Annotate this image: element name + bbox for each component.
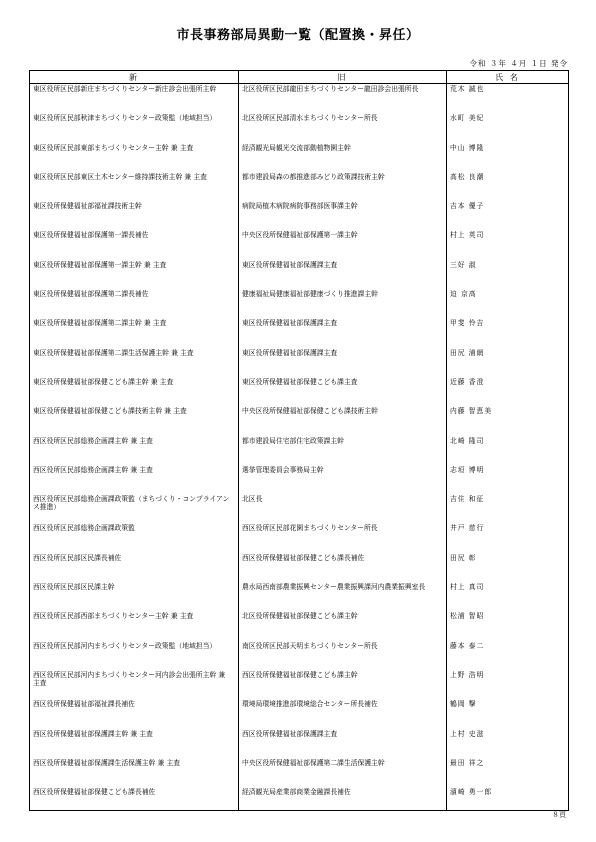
- person-name-cell: 近藤 香澄: [447, 377, 569, 406]
- old-position-cell: 西区役所区民部花園まちづくりセンター所長: [239, 523, 447, 552]
- new-position-cell: 西区役所区民部総務企画課主幹 兼 主査: [30, 436, 239, 465]
- new-position-cell: 東区役所保健福祉部保護第二課生活保護主幹 兼 主査: [30, 348, 239, 377]
- person-name-cell: 志垣 博明: [447, 465, 569, 494]
- table-row: [30, 201, 569, 230]
- new-position-cell: 西区役所保健福祉部保健こども課長補佐: [30, 787, 239, 811]
- person-name-cell: 中山 博隆: [447, 143, 569, 172]
- document-title: 市長事務部局異動一覧（配置換・昇任）: [176, 28, 420, 43]
- person-name-cell: 北崎 隆司: [447, 436, 569, 465]
- old-position-cell: 東区役所保健福祉部保健こども課主査: [239, 377, 447, 406]
- person-name-cell: 荒木 誠也: [447, 84, 569, 114]
- table-row: [30, 670, 569, 699]
- new-position-cell: 西区役所区民部総務企画課政策監: [30, 523, 239, 552]
- person-name-cell: 吉本 優子: [447, 201, 569, 230]
- new-position-cell: 東区役所保健福祉部保護第二課長補佐: [30, 289, 239, 318]
- issue-date: 令和 ３年 ４月 １日 発令: [469, 59, 568, 68]
- old-position-cell: 中央区役所保健福祉部保護第二課生活保護主幹: [239, 758, 447, 787]
- new-position-cell: 西区役所区民部西部まちづくりセンター主幹 兼 主査: [30, 611, 239, 640]
- page-number: ８頁: [552, 811, 566, 819]
- new-position-cell: 東区役所区民部東部まちづくりセンター主幹 兼 主査: [30, 143, 239, 172]
- person-name-cell: 藤本 泰二: [447, 641, 569, 670]
- table-row: [30, 260, 569, 289]
- old-position-cell: 北区役所区民部清水まちづくりセンター所長: [239, 113, 447, 142]
- old-position-cell: 東区役所保健福祉部保護課主査: [239, 318, 447, 347]
- old-position-cell: 東区役所保健福祉部保護課主査: [239, 260, 447, 289]
- old-position-cell: 東区役所保健福祉部保護課主査: [239, 348, 447, 377]
- person-name-cell: 三好 淑: [447, 260, 569, 289]
- table-row: [30, 758, 569, 787]
- table-row: [30, 787, 569, 811]
- new-position-cell: 東区役所保健福祉部保健こども課技術主幹 兼 主査: [30, 406, 239, 435]
- person-name-cell: 上野 浩明: [447, 670, 569, 699]
- old-position-cell: 農水局西南部農業振興センター農業振興課河内農業振興室長: [239, 582, 447, 611]
- person-name-cell: 吉住 和征: [447, 494, 569, 523]
- person-name-cell: 村上 真司: [447, 582, 569, 611]
- table-row: [30, 84, 569, 114]
- old-position-cell: 西区役所保健福祉部保護課主査: [239, 729, 447, 758]
- old-position-cell: 南区役所区民部天明まちづくりセンター所長: [239, 641, 447, 670]
- old-position-cell: 北区役所区民部龍田まちづくりセンター龍田診会出張所長: [239, 84, 447, 114]
- old-position-cell: 都市建設局森の都推進部みどり政策課技術主幹: [239, 172, 447, 201]
- old-position-cell: 選挙管理委員会事務局主幹: [239, 465, 447, 494]
- person-name-cell: 松浦 智昭: [447, 611, 569, 640]
- table-row: [30, 641, 569, 670]
- old-position-cell: 経済観光局観光交流部動植物園主幹: [239, 143, 447, 172]
- table-row: [30, 436, 569, 465]
- table-row: [30, 143, 569, 172]
- new-position-cell: 東区役所区民部新庄まちづくりセンター新庄診会出張所主幹: [30, 84, 239, 114]
- new-position-cell: 東区役所保健福祉部保護第一課主幹 兼 主査: [30, 260, 239, 289]
- old-position-cell: 北区長: [239, 494, 447, 523]
- table-row: [30, 406, 569, 435]
- table-row: [30, 729, 569, 758]
- table-row: [30, 348, 569, 377]
- new-position-cell: 東区役所保健福祉部保護第二課主幹 兼 主査: [30, 318, 239, 347]
- table-row: [30, 289, 569, 318]
- table-row: [30, 582, 569, 611]
- person-name-cell: 井戸 慈行: [447, 523, 569, 552]
- old-position-cell: 中央区役所保健福祉部保護第一課主幹: [239, 230, 447, 259]
- old-position-cell: 健康福祉局健康福祉部健康づくり推進課主幹: [239, 289, 447, 318]
- table-row: [30, 172, 569, 201]
- new-position-cell: 東区役所保健福祉部保護第一課長補佐: [30, 230, 239, 259]
- person-name-cell: 田尻 浦網: [447, 348, 569, 377]
- new-position-cell: 西区役所区民部区民課主幹: [30, 582, 239, 611]
- old-position-cell: 西区役所保健福祉部保健こども課主幹: [239, 670, 447, 699]
- table-row: [30, 318, 569, 347]
- table-header-row: [30, 71, 569, 84]
- person-name-cell: 内藤 智恵美: [447, 406, 569, 435]
- table-row: [30, 699, 569, 728]
- new-position-cell: 東区役所区民部東区土木センター維持課技術主幹 兼 主査: [30, 172, 239, 201]
- table-row: [30, 230, 569, 259]
- column-header-new: 新: [30, 71, 239, 84]
- person-name-cell: 水町 美紀: [447, 113, 569, 142]
- person-name-cell: 最田 祥之: [447, 758, 569, 787]
- new-position-cell: 西区役所保健福祉部福祉課長補佐: [30, 699, 239, 728]
- new-position-cell: 西区役所保健福祉部保護課生活保護主幹 兼 主査: [30, 758, 239, 787]
- new-position-cell: 西区役所区民部総務企画課政策監（まちづくり・コンプライアンス推進）: [30, 494, 239, 523]
- table-row: [30, 553, 569, 582]
- person-name-cell: 甲斐 怜吉: [447, 318, 569, 347]
- old-position-cell: 環境局環境推進部環境総合センター所長補佐: [239, 699, 447, 728]
- new-position-cell: 西区役所区民部河内まちづくりセンター河内診会出張所主幹 兼 主査: [30, 670, 239, 699]
- column-header-old: 旧: [239, 71, 447, 84]
- personnel-table: [29, 70, 569, 811]
- new-position-cell: 東区役所保健福祉部保健こども課主幹 兼 主査: [30, 377, 239, 406]
- person-name-cell: 田尻 彰: [447, 553, 569, 582]
- new-position-cell: 東区役所区民部秋津まちづくりセンター政策監（地域担当）: [30, 113, 239, 142]
- old-position-cell: 経済観光局産業部商業金融課長補佐: [239, 787, 447, 811]
- column-header-name: 氏 名: [447, 71, 569, 84]
- new-position-cell: 東区役所保健福祉部福祉課技術主幹: [30, 201, 239, 230]
- new-position-cell: 西区役所区民部河内まちづくりセンター政策監（地域担当）: [30, 641, 239, 670]
- person-name-cell: 上村 史滋: [447, 729, 569, 758]
- table-row: [30, 611, 569, 640]
- old-position-cell: 病院局植木病院病院事務部医事課主幹: [239, 201, 447, 230]
- old-position-cell: 都市建設局住宅部住宅政策課主幹: [239, 436, 447, 465]
- old-position-cell: 北区役所保健福祉部保健こども課主幹: [239, 611, 447, 640]
- table-row: [30, 494, 569, 523]
- new-position-cell: 西区役所区民部区民課長補佐: [30, 553, 239, 582]
- new-position-cell: 西区役所区民部総務企画課主幹 兼 主査: [30, 465, 239, 494]
- new-position-cell: 西区役所保健福祉部保護課主幹 兼 主査: [30, 729, 239, 758]
- person-name-cell: 鶴岡 撃: [447, 699, 569, 728]
- person-name-cell: 高松 良潮: [447, 172, 569, 201]
- table-row: [30, 113, 569, 142]
- table-body: [30, 84, 569, 811]
- table-row: [30, 523, 569, 552]
- person-name-cell: 迫 京高: [447, 289, 569, 318]
- person-name-cell: 濱崎 勇一郎: [447, 787, 569, 811]
- old-position-cell: 中央区役所保健福祉部保健こども課技術主幹: [239, 406, 447, 435]
- person-name-cell: 村上 英司: [447, 230, 569, 259]
- table-row: [30, 465, 569, 494]
- old-position-cell: 西区役所保健福祉部保健こども課長補佐: [239, 553, 447, 582]
- table-row: [30, 377, 569, 406]
